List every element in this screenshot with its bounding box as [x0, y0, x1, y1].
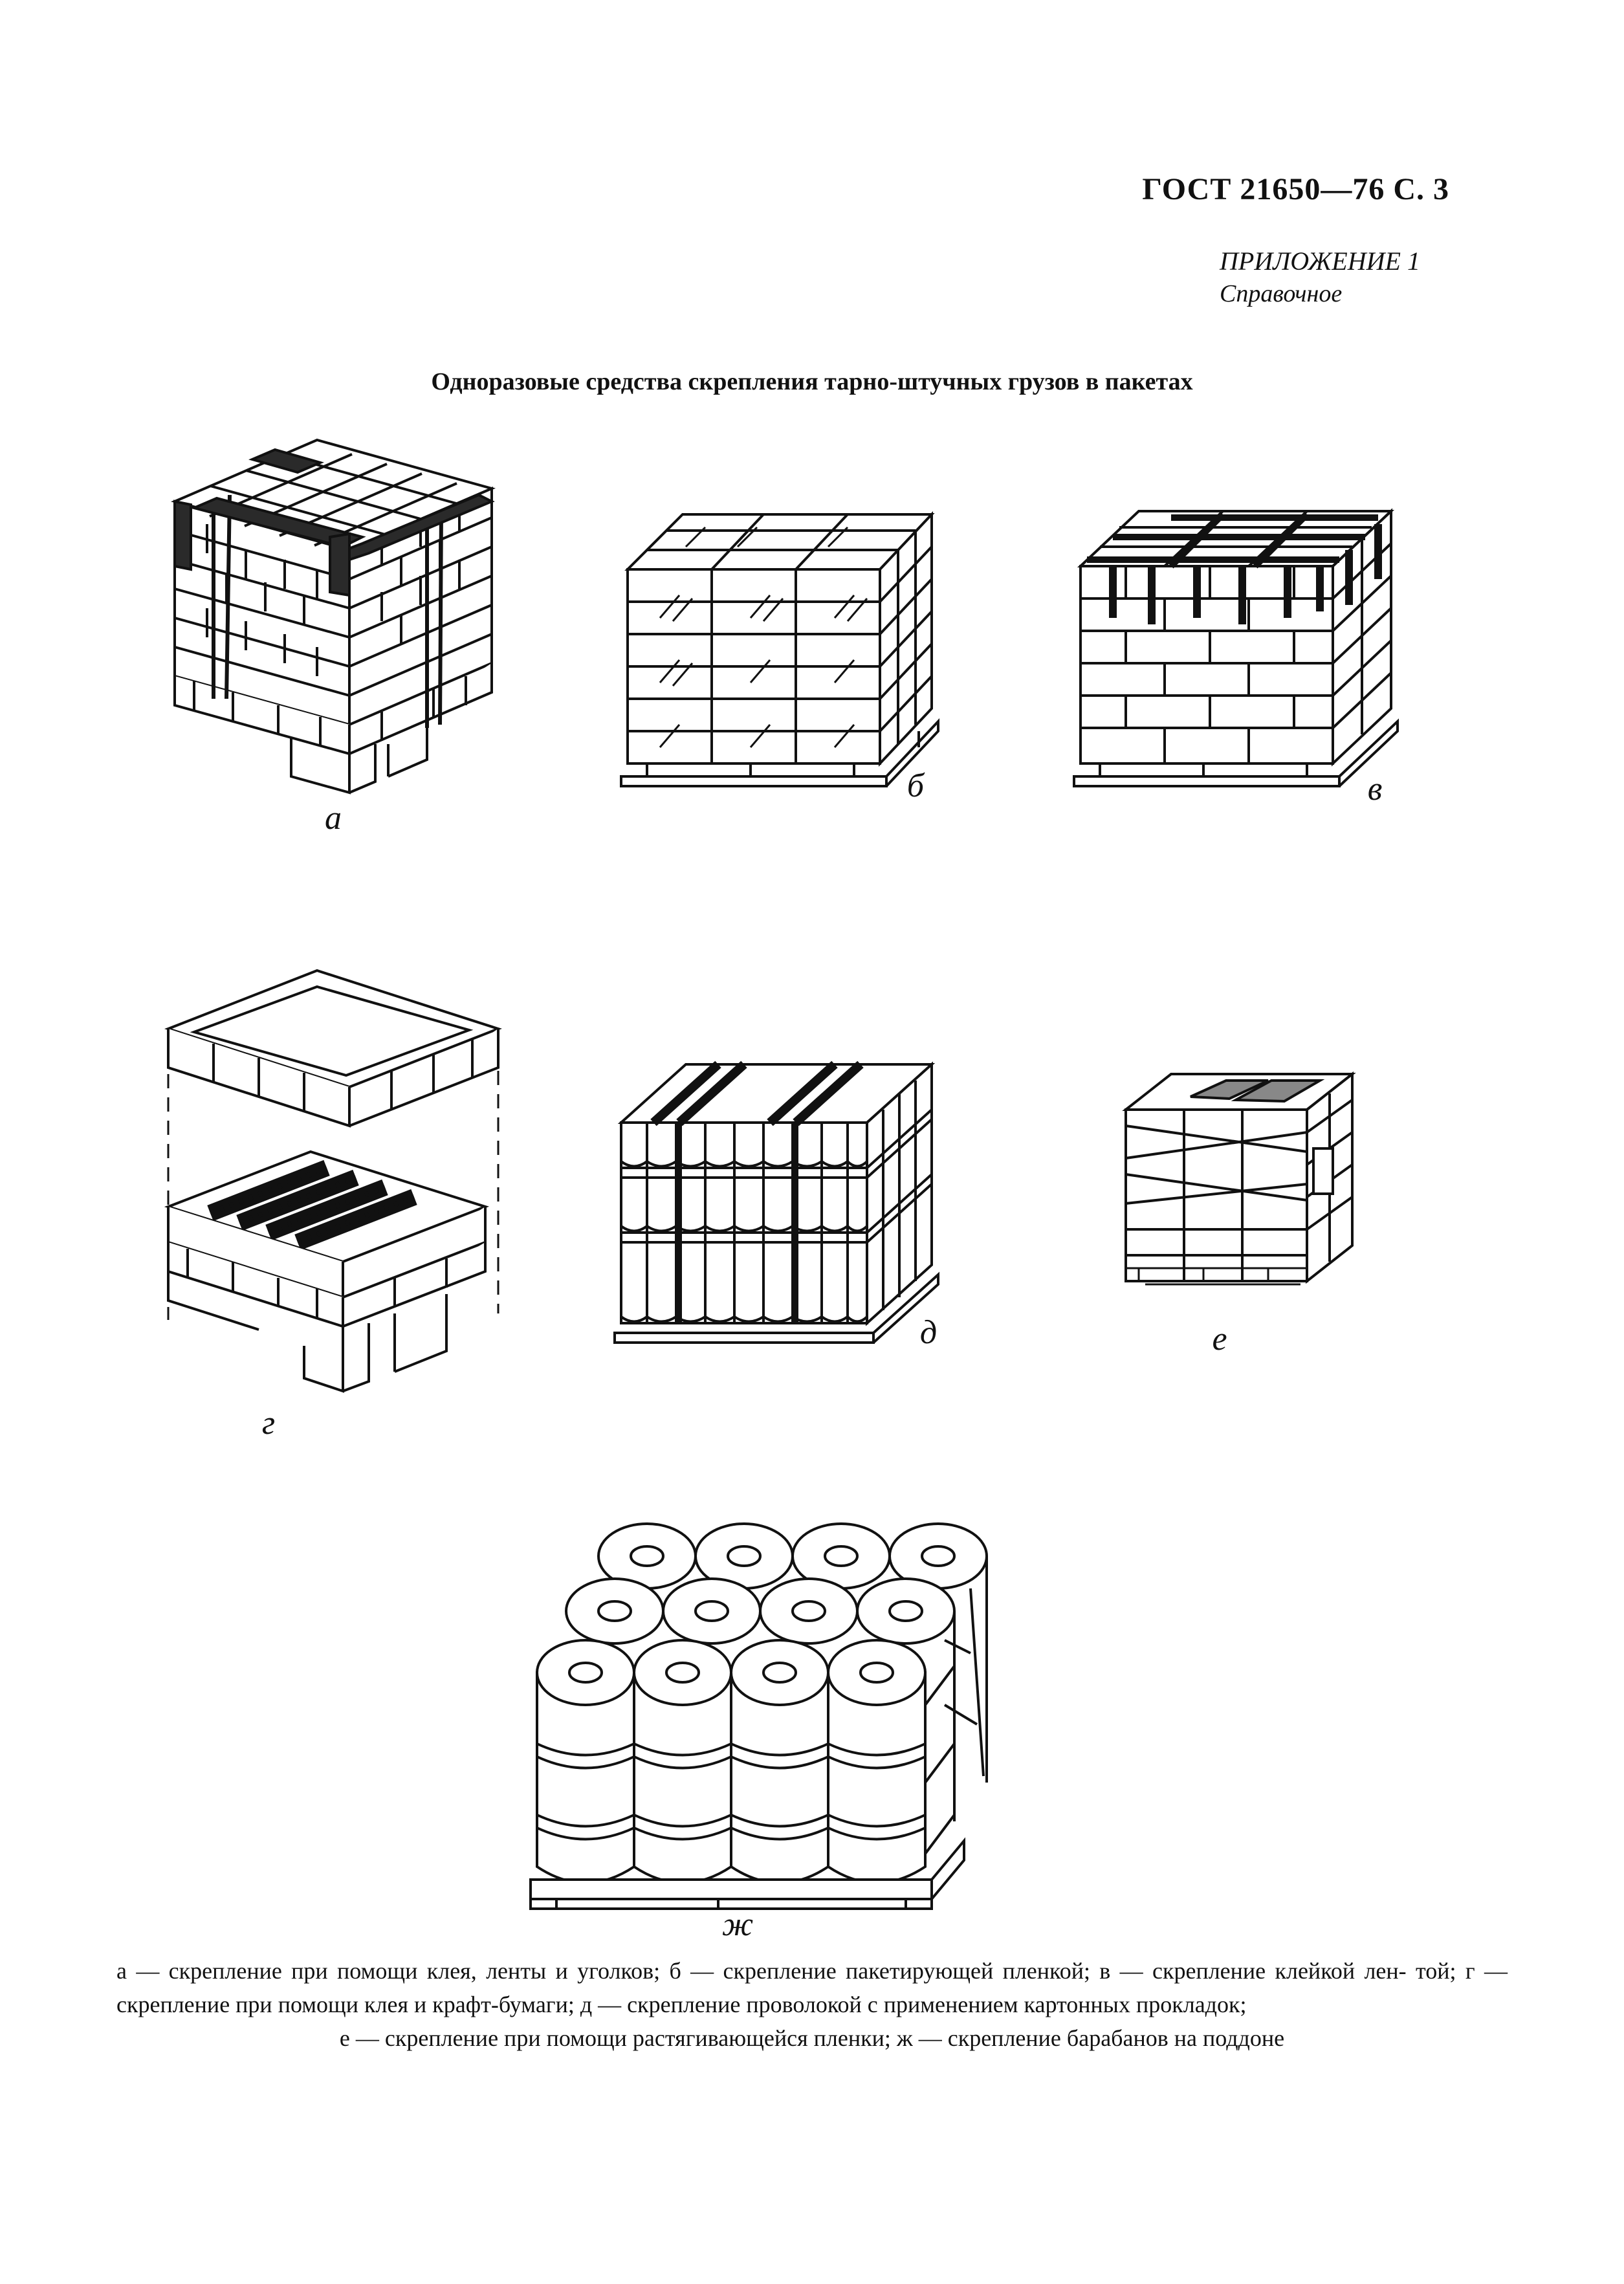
figure-g-illustration — [149, 958, 511, 1417]
figure-e-illustration — [1113, 1061, 1365, 1313]
page-title: Одноразовые средства скрепления тарно-штучных грузов в пакетах — [431, 368, 1193, 395]
figure-v-illustration — [1074, 476, 1410, 806]
document-reference: ГОСТ 21650—76 С. 3 — [1142, 172, 1449, 206]
figure-d-illustration — [615, 1038, 951, 1349]
caption-line-1: а — скрепление при помощи клея, ленты и уголков; б — скрепление пакетирующей пленкой; в — скрепление клейкой лен- — [116, 1958, 1407, 1984]
appendix-type: Справочное — [1220, 280, 1343, 307]
figure-zh-label: ж — [721, 1906, 754, 1943]
figure-a-label: а — [325, 800, 342, 837]
figure-e-label: е — [1212, 1321, 1227, 1357]
figure-caption — [116, 1954, 1508, 2055]
caption-line-3: е — скрепление при помощи растягивающейся пленки; ж — скрепление барабанов на поддоне — [339, 2025, 1285, 2051]
figure-a-illustration — [155, 440, 518, 802]
figure-d-label: д — [919, 1314, 938, 1351]
caption-line-2: той; г — скрепление при помощи клея и крафт-бумаги; д — скрепление проволокой с применением картонных прокладок; — [116, 1958, 1508, 2017]
figure-zh-illustration — [531, 1511, 1029, 1912]
figure-b-illustration — [621, 476, 958, 799]
appendix-label: ПРИЛОЖЕНИЕ 1 — [1220, 247, 1420, 276]
figure-v-label: в — [1367, 771, 1383, 807]
figure-g-label: г — [261, 1405, 276, 1442]
figure-b-label: б — [906, 767, 925, 804]
